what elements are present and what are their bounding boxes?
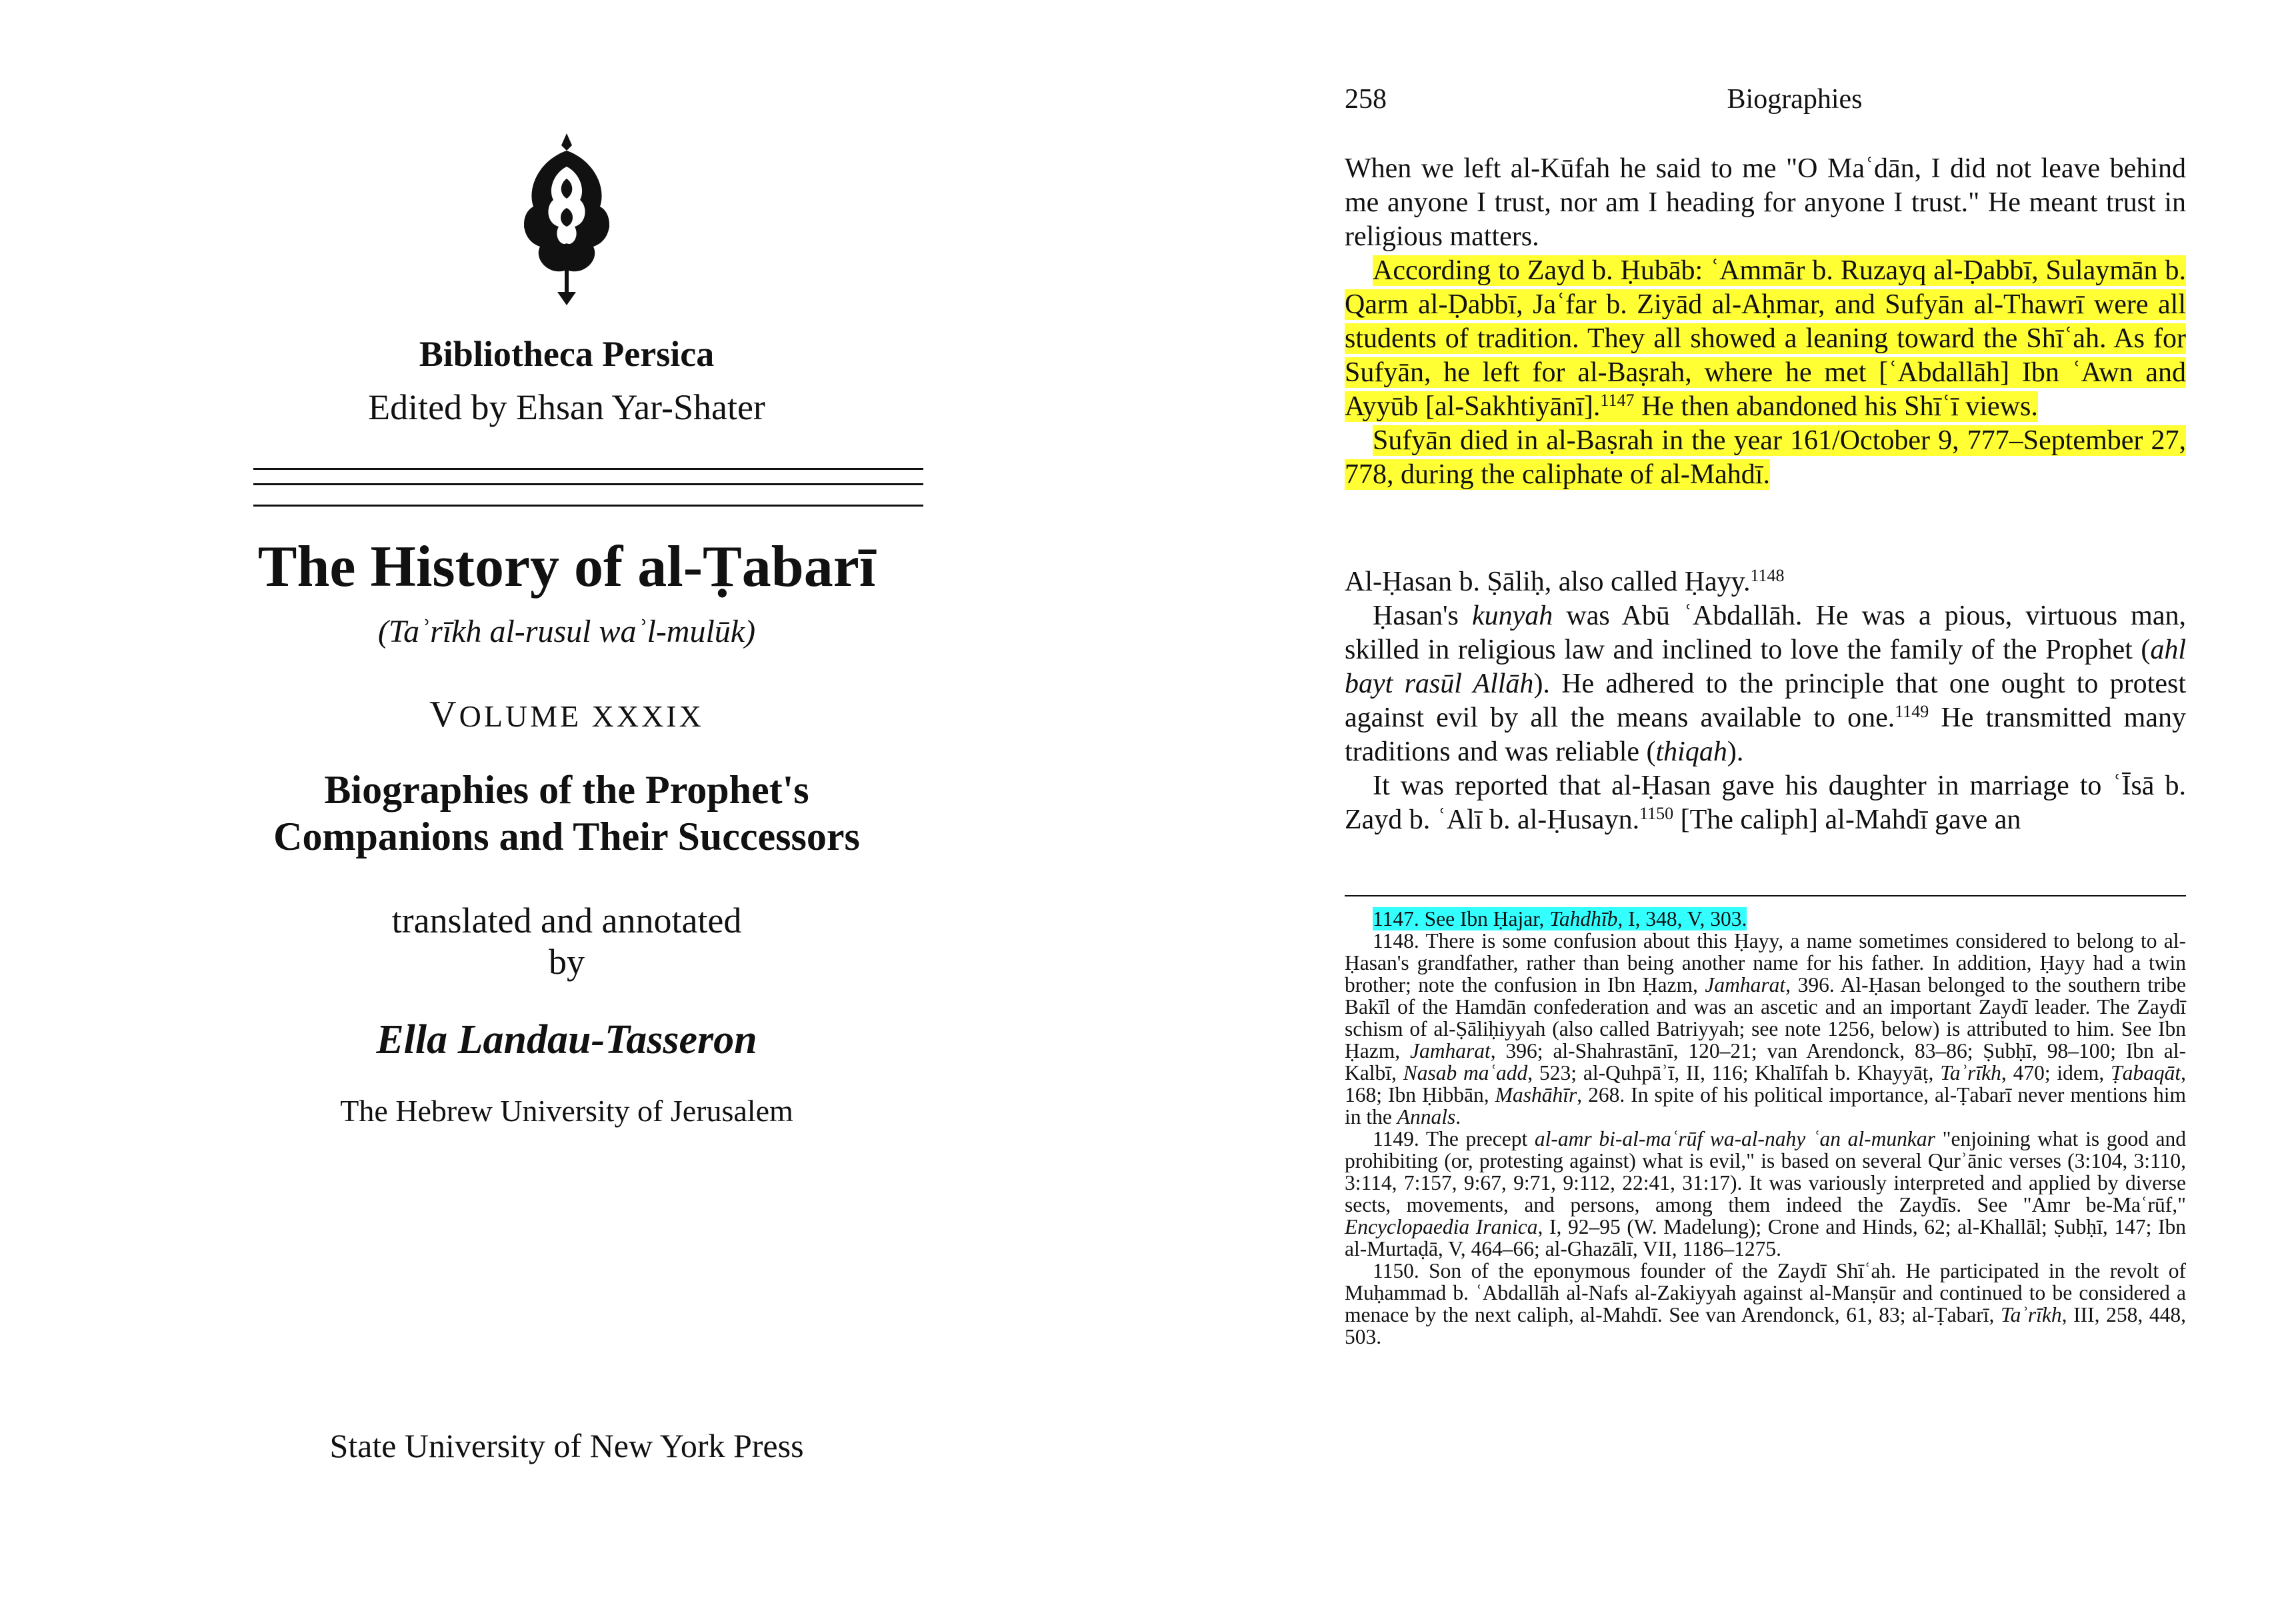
italic-title: Jamharat [1705, 973, 1786, 996]
divider-rule [253, 483, 923, 485]
text-run: Ḥasan's [1373, 601, 1472, 631]
text-run: ). [1727, 737, 1744, 767]
highlighted-paragraph [1345, 424, 2186, 492]
italic-title: Taʾrīkh [2001, 1303, 2062, 1326]
italic-term: al-amr bi-al-maʿrūf wa-al-nahy ʿan al-munkar [1534, 1127, 1935, 1150]
text-run: , 470; idem, [2001, 1061, 2111, 1084]
italic-title: Taʾrīkh [1940, 1061, 2001, 1084]
highlight-yellow [1345, 255, 2186, 422]
text-run: was Abū ʿAbdallāh. He was a pious, virtuous man, skilled in religious law and inclined to love the family of the Prophet ( [1345, 601, 2186, 665]
text-run: 1150. Son of the eponymous founder of the Zaydī Shīʿah. He participated in the revolt of Muḥammad b. ʿAbdallāh al-Nafs al-Zakiyyah against al-Manṣūr and continued to be considered a menace by the next caliph, al-Mahdī. See van Arendonck, 61, 83; al-Ṭabarī, [1345, 1259, 2186, 1326]
italic-title: Annals [1397, 1105, 1456, 1128]
italic-term: ahl bayt rasūl Allāh [1345, 635, 2186, 699]
footnote-ref-1150[interactable]: 1150 [1639, 804, 1674, 823]
body-text-bottom [1345, 565, 2186, 837]
text-run: [The caliph] al-Mahdī gave an [1673, 804, 2021, 835]
by-line: by [549, 942, 585, 982]
text-run: . [1455, 1105, 1461, 1128]
highlighted-paragraph [1345, 254, 2186, 424]
text-run: ). He adhered to the principle that one ought to protest against evil by all the means available to one. [1345, 669, 2186, 733]
text-run: , 396; al-Shahrastānī, 120–21; van Arendonck, 83–86; Ṣubḥī, 98–100; Ibn al-Kalbī, [1345, 1039, 2186, 1084]
translator-credit [200, 900, 933, 982]
publisher: State University of New York Press [329, 1427, 804, 1464]
italic-title: Mashāhīr [1495, 1083, 1577, 1106]
footnote-ref-1148[interactable]: 1148 [1750, 566, 1785, 585]
text-run: , 523; al-Quhpāʾī, II, 116; Khalīfah b. Khayyāṭ, [1527, 1061, 1941, 1084]
paragraph-text: According to Zayd b. Ḥubāb: ʿAmmār b. Ruzayq al-Ḍabbī, Sulaymān b. Qarm al-Ḍabbī, Jaʿfar b. Ziyād al-Aḥmar, and Sufyān al-Thawrī were all students of tradition. They all showed a leaning toward the Shīʿah. As for Sufyān, he left for al-Baṣrah, where he met [ʿAbdallāh] Ibn ʿAwn and Ayyūb [al-Sakhtiyānī]. [1345, 255, 2186, 422]
book-title: The History of al-Ṭabarī [257, 535, 876, 599]
volume-label [200, 693, 933, 736]
author-affiliation: The Hebrew University of Jerusalem [340, 1094, 793, 1128]
text-run: , 268. In spite of his political importance, al-Ṭabarī never mentions him in the [1345, 1083, 2186, 1128]
text-run: , I, 92–95 (W. Madelung); Crone and Hinds, 62; al-Khallāl; Ṣubḥī, 147; Ibn al-Murtaḍā, V, 464–66; al-Ghazālī, VII, 1186–1275. [1345, 1215, 2186, 1260]
highlight-yellow: Sufyān died in al-Baṣrah in the year 161/October 9, 777–September 27, 778, during the caliphate of al-Mahdī. [1345, 425, 2186, 490]
italic-title: Jamharat [1410, 1039, 1491, 1062]
text-run: It was reported that al-Ḥasan gave his daughter in marriage to ʿĪsā b. Zayd b. ʿAlī b. al-Ḥusayn. [1345, 771, 2186, 835]
divider-rule [253, 505, 923, 507]
persian-floral-ornament-icon [513, 133, 620, 307]
body-text-top [1345, 152, 2186, 492]
highlight-cyan [1373, 907, 1747, 930]
series-title: Bibliotheca Persica [419, 334, 715, 374]
divider-rule [253, 468, 923, 470]
volume-word-rest: OLUME [459, 699, 582, 733]
italic-term: kunyah [1471, 601, 1553, 631]
text-run: "enjoining what is good and prohibiting (or, protesting against) what is evil," is based on several Qurʾānic verses (3:104, 3:110, 3:114, 7:157, 9:67, 9:71, 9:112, 22:41, 31:17). It was variously interpreted and applied by diverse sects, movements, and persons, among them indeed the Zaydīs. See "Amr be-Maʿrūf," [1345, 1127, 2187, 1216]
footnote-divider [1345, 895, 2186, 896]
italic-title: Tahdhīb [1549, 907, 1618, 930]
italic-title: Nasab maʿadd [1403, 1061, 1528, 1084]
entry-heading [1345, 565, 2186, 599]
footnote-1147 [1345, 908, 2186, 930]
paragraph [1345, 769, 2186, 837]
text-run: 1147. See Ibn Ḥajar, [1373, 907, 1550, 930]
running-head: Biographies [1727, 84, 1863, 115]
text-run: , 396. Al-Ḥasan belonged to the southern tribe Bakīl of the Hamdān confederation and was an ascetic and an important Zaydī leader. The Zaydī schism of al-Ṣāliḥiyyah (also called Batriyyah; see note 1256, below) is attributed to him. See Ibn Ḥazm, [1345, 973, 2186, 1062]
text-page [1148, 0, 2296, 1609]
page-number: 258 [1345, 84, 1387, 115]
italic-title: Ṭabaqāt [2111, 1061, 2181, 1084]
volume-word-initial: V [429, 694, 459, 735]
footnote-ref-1149[interactable]: 1149 [1895, 702, 1929, 721]
translated-line: translated and annotated [391, 900, 742, 940]
series-editor: Edited by Ehsan Yar-Shater [368, 387, 765, 427]
volume-title-line: Biographies of the Prophet's [324, 768, 809, 812]
volume-title [200, 767, 933, 860]
book-subtitle: (Taʾrīkh al-rusul waʾl-mulūk) [377, 614, 756, 649]
text-run: 1148. There is some confusion about this Ḥayy, a name sometimes considered to belong to al-Ḥasan's grandfather, rather than being another name for his father. In addition, Ḥayy had a twin brother; note the confusion in Ibn Ḥazm, [1345, 929, 2186, 996]
paragraph [1345, 599, 2186, 769]
text-run: , I, 348, V, 303. [1617, 907, 1747, 930]
italic-term: thiqah [1655, 737, 1727, 767]
footnote-ref-1147[interactable]: 1147 [1600, 391, 1635, 410]
author-name: Ella Landau-Tasseron [376, 1017, 757, 1062]
italic-title: Encyclopaedia Iranica [1345, 1215, 1538, 1238]
footnotes [1345, 908, 2186, 1348]
text-run: He transmitted many traditions and was reliable ( [1345, 703, 2186, 767]
paragraph: When we left al-Kūfah he said to me "O Maʿdān, I did not leave behind me anyone I trust, nor am I heading for anyone I trust." He meant trust in religious matters. [1345, 153, 2186, 252]
paragraph-text: He then abandoned his Shīʿī views. [1634, 391, 2038, 422]
footnote-1148 [1345, 930, 2186, 1128]
entry-name: Al-Ḥasan b. Ṣāliḥ, also called Ḥayy. [1345, 567, 1751, 597]
text-run: , 168; Ibn Ḥibbān, [1345, 1061, 2186, 1106]
text-run: , III, 258, 448, 503. [1345, 1303, 2186, 1348]
footnote-1150 [1345, 1260, 2186, 1348]
text-run: 1149. The precept [1373, 1127, 1535, 1150]
volume-number: XXXIX [591, 699, 704, 733]
volume-title-line: Companions and Their Successors [273, 814, 860, 858]
footnote-1149 [1345, 1128, 2186, 1260]
